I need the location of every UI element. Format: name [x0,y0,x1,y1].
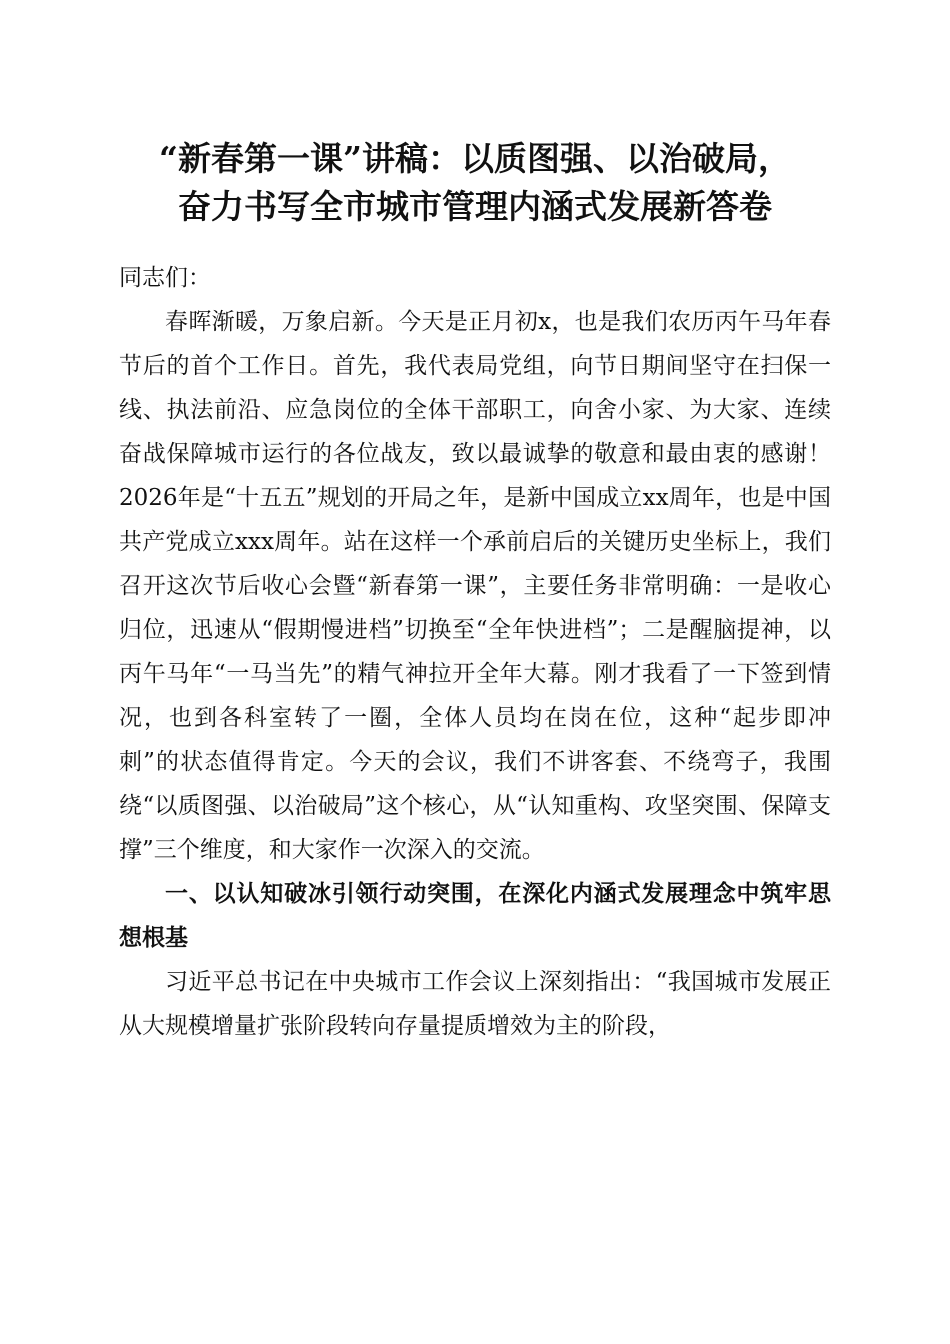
salutation: 同志们： [119,265,211,291]
section-paragraph-1: 习近平总书记在中央城市工作会议上深刻指出：“我国城市发展正从大规模增量扩张阶段转向存量提质增效为主的阶段， [119,969,831,1039]
document-title [100,135,850,231]
title-line-2: 奋力书写全市城市管理内涵式发展新答卷 [178,187,772,226]
document-body [119,256,831,1048]
section-heading-1: 一、以认知破冰引领行动突围，在深化内涵式发展理念中筑牢思想根基 [119,881,831,951]
opening-paragraph: 春晖渐暖，万象启新。今天是正月初x，也是我们农历丙午马年春节后的首个工作日。首先，我代表局党组，向节日期间坚守在扫保一线、执法前沿、应急岗位的全体干部职工，向舍小家、为大家、连续奋战保障城市运行的各位战友，致以最诚挚的敬意和最由衷的感谢！2026年是“十五五”规划的开局之年，是新中国成立xx周年，也是中国共产党成立xxx周年。站在这样一个承前启后的关键历史坐标上，我们召开这次节后收心会暨“新春第一课”，主要任务非常明确：一是收心归位，迅速从“假期慢进档”切换至“全年快进档”；二是醒脑提神，以丙午马年“一马当先”的精气神拉开全年大幕。刚才我看了一下签到情况，也到各科室转了一圈，全体人员均在岗在位，这种“起步即冲刺”的状态值得肯定。今天的会议，我们不讲客套、不绕弯子，我围绕“以质图强、以治破局”这个核心，从“认知重构、攻坚突围、保障支撑”三个维度，和大家作一次深入的交流。 [119,309,831,863]
title-line-1: “新春第一课”讲稿：以质图强、以治破局， [159,139,791,178]
